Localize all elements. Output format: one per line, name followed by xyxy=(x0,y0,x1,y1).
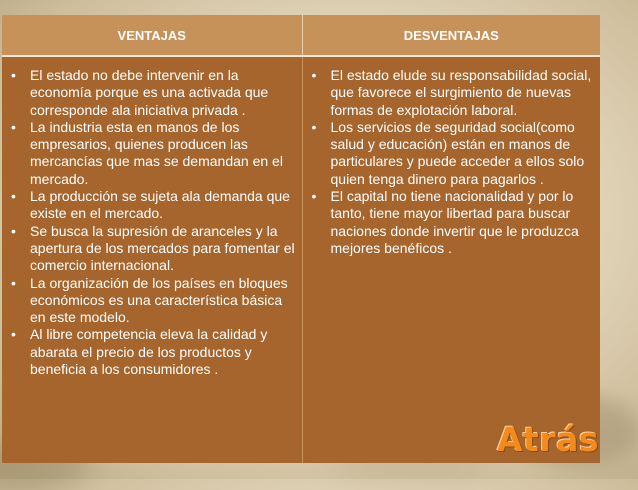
list-item: • El estado no debe intervenir en la economía porque es una activada que corresponde ala iniciativa privada . xyxy=(10,67,296,119)
desventajas-cell xyxy=(302,56,600,463)
list-item: • El capital no tiene nacionalidad y por lo tanto, tiene mayor libertad para buscar naciones donde invertir que le produzca mejores benéficos . xyxy=(311,188,595,257)
ventajas-list xyxy=(10,67,296,378)
list-item: • El estado elude su responsabilidad social, que favorece el surgimiento de nuevas formas de explotación laboral. xyxy=(311,67,595,119)
list-item: • La industria esta en manos de los empresarios, quienes producen las mercancías que mas se demandan en el mercado. xyxy=(10,119,296,188)
list-item: • Los servicios de seguridad social(como salud y educación) están en manos de particulares y puede acceder a ellos solo quien tenga dinero para pagarlos . xyxy=(311,119,595,188)
list-item: • La producción se sujeta ala demanda que existe en el mercado. xyxy=(10,188,296,223)
ventajas-cell xyxy=(2,56,302,463)
desventajas-list xyxy=(311,67,595,257)
header-row xyxy=(2,15,600,56)
list-item: • La organización de los países en bloques económicos es una característica básica en este modelo. xyxy=(10,275,296,327)
back-link[interactable]: Atrás xyxy=(497,420,599,459)
ventajas-header: VENTAJAS xyxy=(2,15,302,56)
list-item: • Al libre competencia eleva la calidad y abarata el precio de los productos y beneficia a los consumidores . xyxy=(10,326,296,378)
content-row xyxy=(2,56,600,463)
desventajas-header: DESVENTAJAS xyxy=(302,15,600,56)
list-item: • Se busca la supresión de aranceles y la apertura de los mercados para fomentar el comercio internacional. xyxy=(10,223,296,275)
comparison-table xyxy=(2,15,600,463)
